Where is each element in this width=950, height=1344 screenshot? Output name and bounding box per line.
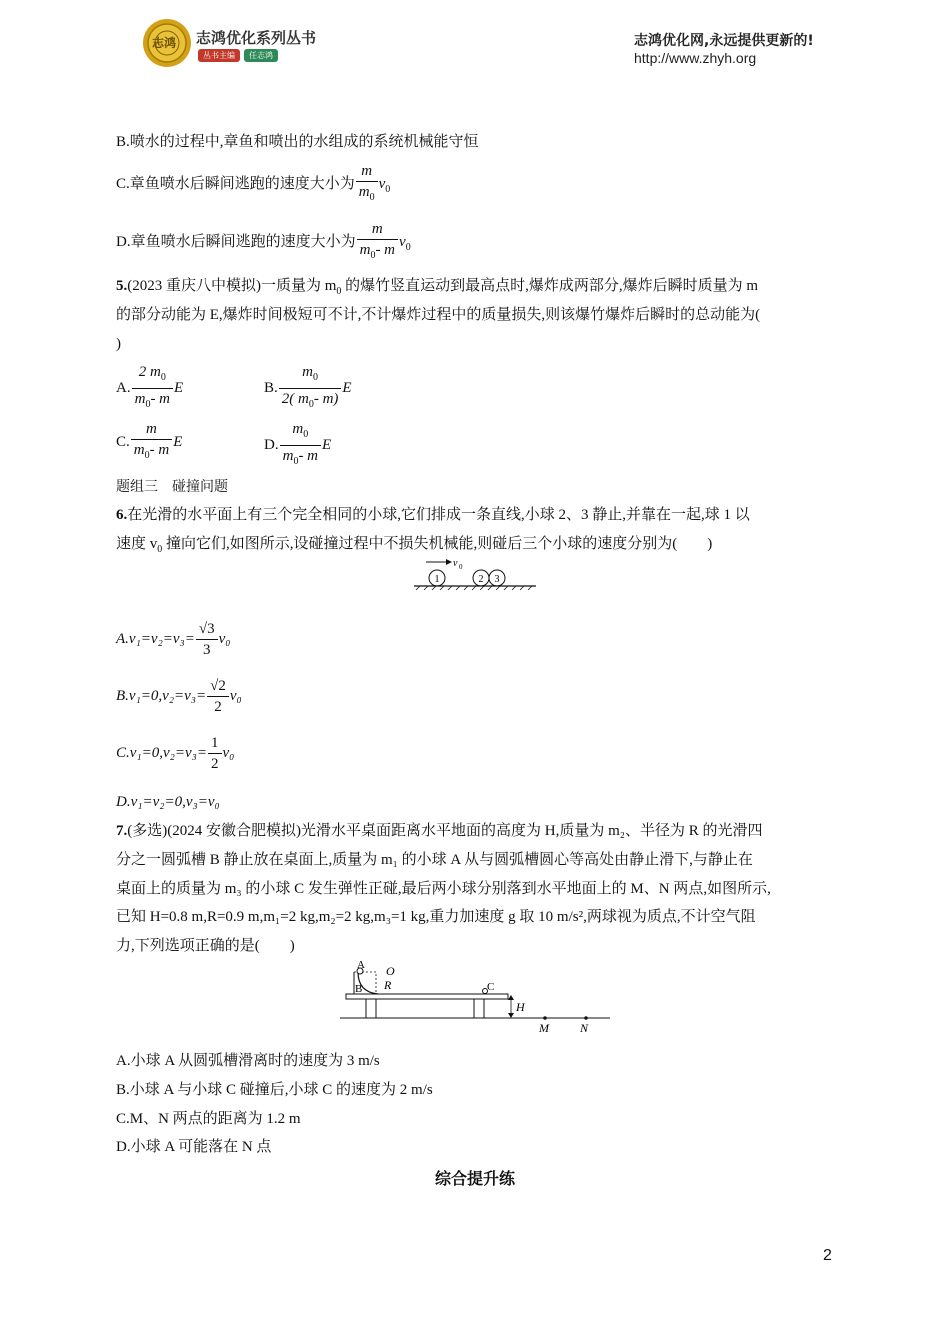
- q4-d-fraction: $\frac{m}{m_0- m}$: [357, 220, 398, 265]
- svg-text:O: O: [386, 964, 395, 978]
- q5-option-a: A. $\frac{2 m_0}{m_0- m}$ E: [116, 364, 184, 410]
- q7-figure: [336, 958, 616, 1038]
- svg-text:3: 3: [494, 574, 500, 585]
- header: [0, 0, 950, 80]
- header-slogan: 志鸿优化网,永远提供更新的!: [634, 33, 814, 49]
- section-title: 综合提升练: [434, 1169, 515, 1188]
- q4-c-fraction: $\frac{m}{m_0}$: [356, 162, 378, 207]
- q6-option-d: D.v₁=v₂=0,v₃=v₀: [116, 794, 220, 810]
- q7-stem-line1: 7.(多选)(2024 安徽合肥模拟)光滑水平桌面距离水平地面的高度为 H,质量为 m₂、半径为 R 的光滑四: [116, 823, 763, 839]
- q6-figure: [410, 556, 540, 592]
- svg-text:A: A: [357, 959, 365, 971]
- logo-text: 志鸿: [152, 36, 177, 50]
- q7-option-b: B.小球 A 与小球 C 碰撞后,小球 C 的速度为 2 m/s: [116, 1082, 433, 1098]
- q7-stem-line5: 力,下列选项正确的是( ): [116, 938, 295, 954]
- q6-option-a: A.v₁=v₂=v₃= $\frac{√3}{3}$ v₀: [116, 621, 231, 658]
- svg-text:B: B: [355, 983, 363, 995]
- q7-option-c: C.M、N 两点的距离为 1.2 m: [116, 1111, 301, 1127]
- q6-option-c: C.v₁=0,v₂=v₃= $\frac{1}{2}$ v₀: [116, 735, 235, 772]
- q4-option-b: B.喷水的过程中,章鱼和喷出的水组成的系统机械能守恒: [116, 134, 479, 150]
- svg-text:R: R: [384, 978, 392, 992]
- svg-text:0: 0: [459, 563, 463, 571]
- q4-option-d: D.章鱼喷水后瞬间逃跑的速度大小为 $\frac{m}{m_0- m}$ $v_0$: [116, 220, 411, 265]
- q7-stem-line4: 已知 H=0.8 m,R=0.9 m,m₁=2 kg,m₂=2 kg,m₃=1 kg,重力加速度 g 取 10 m/s²,两球视为质点,不计空气阻: [116, 909, 756, 925]
- svg-text:2: 2: [478, 574, 484, 585]
- svg-text:N: N: [580, 1021, 589, 1035]
- q7-option-a: A.小球 A 从圆弧槽滑离时的速度为 3 m/s: [116, 1053, 380, 1069]
- svg-text:v: v: [453, 558, 458, 569]
- q5-option-c: C. $\frac{m}{m_0- m}$ E: [116, 421, 183, 461]
- q5-stem-line2: 的部分动能为 E,爆炸时间极短可不计,不计爆炸过程中的质量损失,则该爆竹爆炸后瞬时的总动能为(: [116, 307, 761, 323]
- page-number: 2: [823, 1247, 832, 1264]
- q7-stem-line2: 分之一圆弧槽 B 静止放在桌面上,质量为 m₁ 的小球 A 从与圆弧槽圆心等高处由静止滑下,与静止在: [116, 852, 753, 868]
- q6-stem-line1: 6.在光滑的水平面上有三个完全相同的小球,它们排成一条直线,小球 2、3 静止,并靠在一起,球 1 以: [116, 507, 750, 523]
- editor-name: 任志鸿: [244, 49, 278, 62]
- series-title: 志鸿优化系列丛书: [196, 29, 317, 47]
- q7-option-d: D.小球 A 可能落在 N 点: [116, 1139, 272, 1155]
- svg-text:1: 1: [434, 574, 440, 585]
- q6-option-b: B.v₁=0,v₂=v₃= $\frac{√2}{2}$ v₀: [116, 678, 242, 715]
- q6-stem-line2: 速度 $v_0$ 撞向它们,如图所示,设碰撞过程中不损失机械能,则碰后三个小球的速度分别为( ): [116, 536, 713, 555]
- q5-stem-line1: 5.(2023 重庆八中模拟)一质量为 $m_0$ 的爆竹竖直运动到最高点时,爆炸成两部分,爆炸后瞬时质量为 m: [116, 278, 759, 297]
- q4-option-c: C.章鱼喷水后瞬间逃跑的速度大小为 $\frac{m}{m_0}$ $v_0$: [116, 162, 390, 207]
- svg-text:H: H: [516, 1000, 525, 1014]
- q7-stem-line3: 桌面上的质量为 m₃ 的小球 C 发生弹性正碰,最后两小球分别落到水平地面上的 M、N 两点,如图所示,: [116, 881, 771, 897]
- group3-heading: 题组三 碰撞问题: [116, 479, 228, 495]
- header-url[interactable]: http://www.zhyh.org: [634, 50, 757, 66]
- svg-text:M: M: [539, 1021, 549, 1035]
- q5-option-d: D. $\frac{m_0}{m_0- m}$ E: [264, 421, 332, 467]
- svg-text:C: C: [487, 981, 495, 993]
- editor-label: 丛书主编: [198, 49, 240, 62]
- q5-stem-line3: ): [116, 336, 121, 352]
- q5-option-b: B. $\frac{m_0}{2( m_0- m)}$ E: [264, 364, 352, 410]
